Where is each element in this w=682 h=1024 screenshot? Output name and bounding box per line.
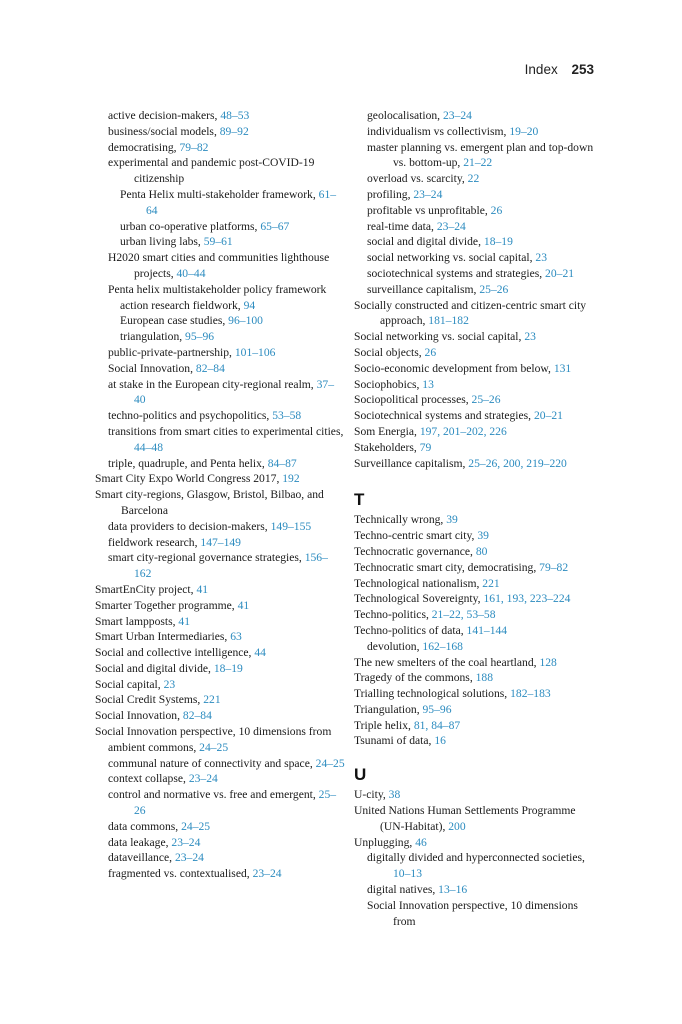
entry-term: Stakeholders, <box>354 440 420 454</box>
index-entry <box>354 733 599 749</box>
entry-term: Social Innovation, <box>108 361 196 375</box>
entry-term: Sociophobics, <box>354 377 423 391</box>
index-entry <box>95 708 345 724</box>
page-reference-link[interactable]: 24–25 <box>181 819 211 833</box>
index-entry <box>95 535 345 551</box>
entry-term: Socially constructed and citizen-centric smart city approach, <box>354 298 587 328</box>
index-entry <box>95 598 345 614</box>
index-entry <box>354 898 599 930</box>
index-entry <box>354 187 599 203</box>
index-entry <box>95 661 345 677</box>
page-reference-link[interactable]: 63 <box>230 630 242 644</box>
index-entry <box>95 850 345 866</box>
page-reference-link[interactable]: 18–19 <box>483 235 513 249</box>
index-entry <box>354 440 599 456</box>
entry-term: Social objects, <box>354 345 425 359</box>
entry-term: Smart City Expo World Congress 2017, <box>95 472 283 486</box>
entry-term: ambient commons, <box>108 740 200 754</box>
page-reference-link[interactable]: 147–149 <box>200 535 241 549</box>
entry-term: Smart Urban Intermediaries, <box>95 630 231 644</box>
index-entry <box>354 298 599 330</box>
page-reference-link[interactable]: 44–48 <box>134 440 163 454</box>
page-reference-link[interactable]: 23–24 <box>174 851 204 865</box>
page-reference-link[interactable]: 161, 193, 223–224 <box>483 592 571 606</box>
entry-term: Tragedy of the commons, <box>354 671 476 685</box>
entry-term: European case studies, <box>120 314 229 328</box>
page-reference-link[interactable]: 79–82 <box>179 140 209 154</box>
entry-term: data commons, <box>108 819 182 833</box>
entry-term: individualism vs collectivism, <box>367 124 510 138</box>
entry-term: digital natives, <box>367 883 439 897</box>
index-entry <box>95 219 345 235</box>
page-reference-link[interactable]: 96–100 <box>228 314 263 328</box>
page-reference-link[interactable]: 23 <box>524 330 536 344</box>
index-entry <box>354 234 599 250</box>
page-reference-link[interactable]: 89–92 <box>219 124 249 138</box>
index-entry <box>354 361 599 377</box>
page-reference-link[interactable]: 20–21 <box>545 266 575 280</box>
entry-term: profitable vs unprofitable, <box>367 203 491 217</box>
index-entry <box>354 392 599 408</box>
entry-term: SmartEnCity project, <box>95 582 197 596</box>
index-entry <box>354 787 599 803</box>
index-entry <box>354 607 599 623</box>
index-entry <box>354 250 599 266</box>
page-reference-link[interactable]: 192 <box>282 472 300 486</box>
index-entry <box>354 576 599 592</box>
page-reference-link[interactable]: 22 <box>467 172 480 186</box>
entry-term: United Nations Human Settlements Programme (UN-Habitat), <box>354 804 576 833</box>
entry-term: social networking vs. social capital, <box>367 251 536 265</box>
entry-term: Social Innovation perspective, 10 dimensions from <box>367 898 578 928</box>
page-reference-link[interactable]: 59–61 <box>203 235 233 249</box>
entry-term: data providers to decision-makers, <box>108 519 271 533</box>
page-reference-link[interactable]: 25–26, 200, 219–220 <box>468 456 567 470</box>
index-entry <box>95 629 345 645</box>
page-reference-link[interactable]: 53–58 <box>272 409 302 423</box>
page-reference-link[interactable]: 16 <box>434 734 446 748</box>
entry-term: Surveillance capitalism, <box>354 456 469 470</box>
entry-term: devolution, <box>367 639 423 653</box>
index-entry <box>95 250 345 282</box>
index-entry <box>354 345 599 361</box>
index-entry <box>95 155 345 187</box>
running-header <box>525 62 594 77</box>
section-u-entries <box>354 787 599 929</box>
page-reference-link[interactable]: 95–96 <box>422 702 452 716</box>
index-entry <box>354 408 599 424</box>
entry-term: Techno-politics, <box>354 608 432 622</box>
index-entry <box>95 282 345 298</box>
entry-term: Smart city-regions, Glasgow, Bristol, Bilbao, and Barcelona <box>95 488 324 517</box>
entry-term: Technocratic smart city, democratising, <box>354 560 540 574</box>
index-entry <box>354 639 599 655</box>
page-reference-link[interactable]: 141–144 <box>466 623 508 637</box>
entry-term: Social Innovation, <box>95 709 183 723</box>
page-reference-link[interactable]: 131 <box>553 361 572 375</box>
entry-term: democratising, <box>108 140 180 154</box>
index-entry <box>354 591 599 607</box>
index-entry <box>95 424 345 456</box>
index-entry <box>95 345 345 361</box>
index-entry <box>95 361 345 377</box>
index-entry <box>95 456 345 472</box>
page-reference-link[interactable]: 79–82 <box>539 560 569 574</box>
index-entry <box>95 835 345 851</box>
page-reference-link[interactable]: 23–24 <box>171 835 201 849</box>
page-reference-link[interactable]: 128 <box>539 655 557 669</box>
index-entry <box>354 544 599 560</box>
page-reference-link[interactable]: 44 <box>254 646 266 660</box>
entry-term: control and normative vs. free and emergent, <box>108 788 319 802</box>
index-entry <box>95 187 345 219</box>
index-entry <box>354 835 599 851</box>
entry-term: sociotechnical systems and strategies, <box>367 266 546 280</box>
page-reference-link[interactable]: 81, 84–87 <box>413 718 461 732</box>
index-entry <box>95 408 345 424</box>
page-reference-link[interactable]: 149–155 <box>270 519 312 533</box>
entry-term: context collapse, <box>108 772 189 786</box>
index-entry <box>95 645 345 661</box>
page-reference-link[interactable]: 39 <box>477 529 489 543</box>
entry-term: smart city-regional governance strategies, <box>108 551 305 565</box>
index-entry <box>95 471 345 487</box>
index-entry <box>354 108 599 124</box>
page-reference-link[interactable]: 23–24 <box>252 867 282 881</box>
entry-term: techno-politics and psychopolitics, <box>108 409 273 423</box>
index-entry <box>354 882 599 898</box>
page-reference-link[interactable]: 41 <box>237 598 250 612</box>
index-entry <box>95 614 345 630</box>
page-reference-link[interactable]: 18–19 <box>213 661 243 675</box>
index-entry <box>95 756 345 772</box>
page-reference-link[interactable]: 23–24 <box>442 109 472 122</box>
entry-term: Social Innovation perspective, 10 dimensions from <box>95 725 332 739</box>
entry-term: Social networking vs. social capital, <box>354 330 525 344</box>
entry-term: Techno-centric smart city, <box>354 529 478 543</box>
page-reference-link[interactable]: 95–96 <box>185 330 215 344</box>
entry-term: Social and collective intelligence, <box>95 646 255 660</box>
entry-term: fragmented vs. contextualised, <box>108 867 253 881</box>
index-entry <box>95 108 345 124</box>
entry-term: Tsunami of data, <box>354 734 435 748</box>
entry-term: H2020 smart cities and communities lighthouse projects, <box>108 251 330 280</box>
index-entry <box>95 677 345 693</box>
page-reference-link[interactable]: 79 <box>419 440 432 454</box>
entry-term: Penta Helix multi-stakeholder framework, <box>120 187 319 201</box>
page-reference-link[interactable]: 182–183 <box>510 687 551 701</box>
index-entry <box>354 670 599 686</box>
entry-term: transitions from smart cities to experimental cities, <box>108 424 344 438</box>
index-entry <box>354 377 599 393</box>
index-entry <box>354 171 599 187</box>
entry-term: profiling, <box>367 187 414 201</box>
page-reference-link[interactable]: 10–13 <box>393 867 422 881</box>
entry-term: Penta helix multistakeholder policy framework <box>108 282 327 296</box>
page-reference-link[interactable]: 48–53 <box>220 109 250 122</box>
entry-term: surveillance capitalism, <box>367 282 480 296</box>
entry-term: at stake in the European city-regional realm, <box>108 377 317 391</box>
page-reference-link[interactable]: 21–22 <box>463 156 493 170</box>
entry-term: Trialling technological solutions, <box>354 687 511 701</box>
entry-term: active decision-makers, <box>108 109 221 122</box>
index-entry <box>95 313 345 329</box>
page-reference-link[interactable]: 197, 201–202, 226 <box>419 424 507 438</box>
page-number: 253 <box>571 62 594 77</box>
index-entry <box>95 819 345 835</box>
index-entry <box>354 203 599 219</box>
page-reference-link[interactable]: 41 <box>178 614 191 628</box>
page-reference-link[interactable]: 23–24 <box>413 187 443 201</box>
entry-term: Triple helix, <box>354 718 414 732</box>
index-entry <box>95 298 345 314</box>
index-entry <box>95 140 345 156</box>
page-reference-link[interactable]: 24–25 <box>315 756 345 770</box>
page-reference-link[interactable]: 13 <box>422 377 434 391</box>
page-reference-link[interactable]: 23 <box>163 677 176 691</box>
entry-term: Technocratic governance, <box>354 544 476 558</box>
entry-term: public-private-partnership, <box>108 345 235 359</box>
index-entry <box>354 266 599 282</box>
index-entry <box>354 702 599 718</box>
entry-term: Technological nationalism, <box>354 576 483 590</box>
index-entry <box>354 329 599 345</box>
entry-term: Sociopolitical processes, <box>354 393 472 407</box>
entry-term: U-city, <box>354 788 389 802</box>
page-reference-link[interactable]: 46 <box>415 835 427 849</box>
index-entry <box>95 740 345 756</box>
index-entry <box>354 282 599 298</box>
page-reference-link[interactable]: 21–22, 53–58 <box>431 608 496 622</box>
index-entry <box>95 582 345 598</box>
entry-term: digitally divided and hyperconnected societies, <box>367 851 585 865</box>
index-entry <box>95 329 345 345</box>
entry-term: overload vs. scarcity, <box>367 172 468 186</box>
page-reference-link[interactable]: 84–87 <box>267 456 297 470</box>
page-reference-link[interactable]: 19–20 <box>509 124 539 138</box>
index-entry <box>95 771 345 787</box>
page-reference-link[interactable]: 162–168 <box>422 639 463 653</box>
index-entry <box>354 512 599 528</box>
page-reference-link[interactable]: 41 <box>196 582 209 596</box>
entry-term: Techno-politics of data, <box>354 623 467 637</box>
index-entry <box>354 655 599 671</box>
index-entry <box>95 234 345 250</box>
page-reference-link[interactable]: 181–182 <box>428 314 469 328</box>
page-reference-link[interactable]: 221 <box>482 576 500 590</box>
entry-term: Sociotechnical systems and strategies, <box>354 409 534 423</box>
index-entry <box>354 623 599 639</box>
right-index-column <box>354 108 599 929</box>
page-reference-link[interactable]: 26 <box>424 345 437 359</box>
page-reference-link[interactable]: 156–162 <box>134 551 328 581</box>
page-reference-link[interactable]: 61–64 <box>146 187 337 217</box>
page-reference-link[interactable]: 40–44 <box>176 266 206 280</box>
index-entry <box>95 692 345 708</box>
entry-term: geolocalisation, <box>367 109 443 122</box>
page-reference-link[interactable]: 94 <box>243 298 256 312</box>
page-reference-link[interactable]: 13–16 <box>438 883 468 897</box>
entry-term: data leakage, <box>108 835 172 849</box>
index-entry <box>95 124 345 140</box>
page-reference-link[interactable]: 23 <box>535 251 547 265</box>
section-t-entries <box>354 512 599 749</box>
entry-term: Social and digital divide, <box>95 661 214 675</box>
index-entry <box>95 787 345 819</box>
section-letter-t: T <box>354 490 365 510</box>
index-entry <box>95 487 345 519</box>
index-entry <box>354 140 599 172</box>
page-reference-link[interactable]: 38 <box>388 788 401 802</box>
entry-term: triangulation, <box>120 330 186 344</box>
entry-term: Triangulation, <box>354 702 423 716</box>
entry-term: business/social models, <box>108 124 220 138</box>
index-entry <box>354 718 599 734</box>
index-entry <box>95 550 345 582</box>
entry-term: real-time data, <box>367 219 437 233</box>
page-reference-link[interactable]: 26 <box>490 203 503 217</box>
entry-term: action research fieldwork, <box>120 298 244 312</box>
entry-term: Unplugging, <box>354 835 416 849</box>
index-entry <box>95 519 345 535</box>
index-entry <box>354 424 599 440</box>
page-reference-link[interactable]: 25–26 <box>471 393 501 407</box>
index-entry <box>354 686 599 702</box>
page-reference-link[interactable]: 24–25 <box>199 740 229 754</box>
entry-term: Social capital, <box>95 677 164 691</box>
section-s-continued <box>354 108 599 471</box>
page-reference-link[interactable]: 80 <box>475 544 488 558</box>
entry-term: triple, quadruple, and Penta helix, <box>108 456 268 470</box>
entry-term: fieldwork research, <box>108 535 201 549</box>
header-label: Index <box>524 62 558 77</box>
entry-term: Socio-economic development from below, <box>354 361 554 375</box>
index-entry <box>354 803 599 835</box>
entry-term: Technological Sovereignty, <box>354 592 484 606</box>
page-reference-link[interactable]: 23–24 <box>436 219 466 233</box>
index-entry <box>354 528 599 544</box>
page-reference-link[interactable]: 23–24 <box>188 772 218 786</box>
entry-term: experimental and pandemic post-COVID-19 citizenship <box>108 156 315 186</box>
entry-term: Som Energia, <box>354 424 420 438</box>
index-entry <box>95 377 345 409</box>
page-reference-link[interactable]: 221 <box>203 693 221 707</box>
section-letter-u: U <box>354 765 367 785</box>
entry-term: master planning vs. emergent plan and top-down vs. bottom-up, <box>367 140 594 170</box>
page-reference-link[interactable]: 20–21 <box>533 409 563 423</box>
page-reference-link[interactable]: 188 <box>475 671 494 685</box>
entry-term: urban living labs, <box>120 235 204 249</box>
entry-term: communal nature of connectivity and space, <box>108 756 316 770</box>
entry-term: dataveillance, <box>108 851 175 865</box>
page-reference-link[interactable]: 25–26 <box>134 788 337 818</box>
page-reference-link[interactable]: 82–84 <box>195 361 225 375</box>
page-reference-link[interactable]: 39 <box>446 513 458 527</box>
index-entry <box>354 124 599 140</box>
index-entry <box>95 866 345 882</box>
entry-term: Smart lampposts, <box>95 614 179 628</box>
page-reference-link[interactable]: 65–67 <box>260 219 290 233</box>
page-reference-link[interactable]: 82–84 <box>182 709 212 723</box>
page-reference-link[interactable]: 101–106 <box>234 345 276 359</box>
index-entry <box>95 724 345 740</box>
page-reference-link[interactable]: 25–26 <box>479 282 509 296</box>
entry-term: Technically wrong, <box>354 513 447 527</box>
index-entry <box>354 219 599 235</box>
entry-term: Smarter Together programme, <box>95 598 238 612</box>
index-entry <box>354 456 599 472</box>
index-entry <box>354 850 599 882</box>
index-entry <box>354 560 599 576</box>
entry-term: social and digital divide, <box>367 235 484 249</box>
page-reference-link[interactable]: 200 <box>448 819 466 833</box>
left-index-column <box>95 108 345 882</box>
page-reference-link[interactable]: 37–40 <box>134 377 334 407</box>
entry-term: Social Credit Systems, <box>95 693 204 707</box>
entry-term: urban co-operative platforms, <box>120 219 261 233</box>
entry-term: The new smelters of the coal heartland, <box>354 655 540 669</box>
